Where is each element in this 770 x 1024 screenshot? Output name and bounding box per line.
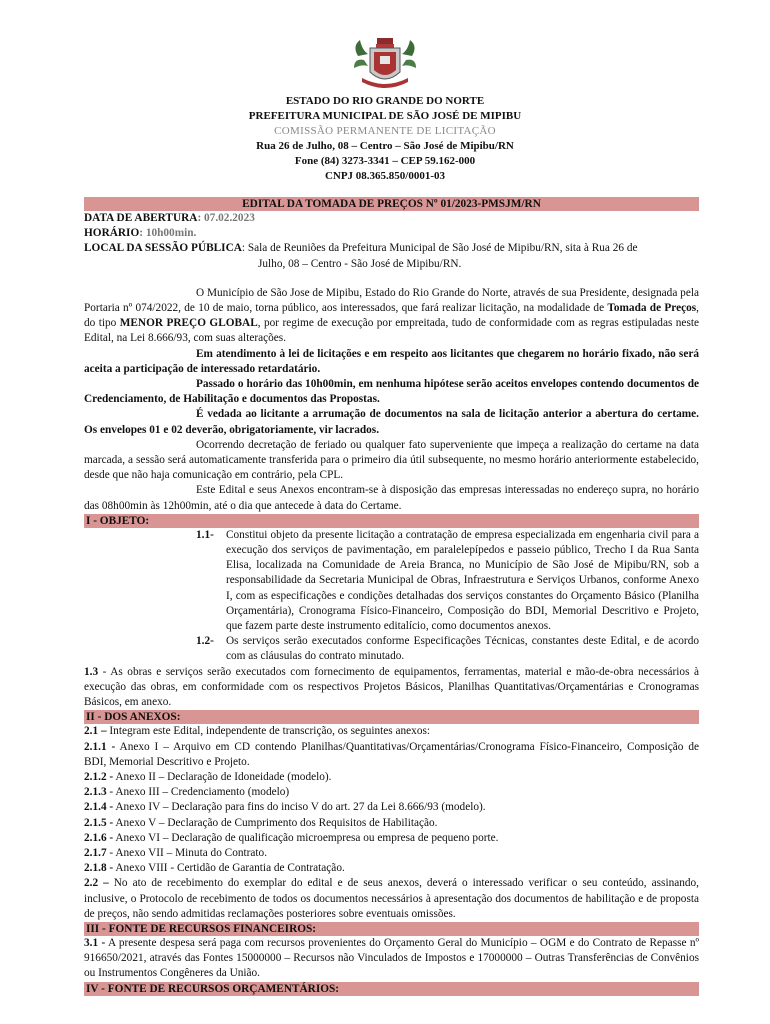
anexo-2-1-2: 2.1.2 - Anexo II – Declaração de Idoneidade (modelo). [84,770,332,783]
notice-retardatario: Em atendimento à lei de licitações e em respeito aos licitantes que chegarem no horário fixado, não será aceita a participação de interessado retardatário. [84,347,699,375]
item-1-3: 1.3 - As obras e serviços serão executados com fornecimento de equipamentos, ferramentas, material e mão-de-obra necessários à execução das obras, em conformidade com os respectivos Projetos Básicos, Planilhas Quantitativas/Orçamentárias e Cronogramas Básicos, em anexo. [84,665,699,709]
item-1-1: 1.1- Constitui objeto da presente licitação a contratação de empresa especializada em engenharia civil para a execução dos serviços de pavimentação, em paralelepípedos e passeio público, Trecho I da Rua Santa Elisa, localizada na Comunidade de Areia Branca, no Município de São José de Mipibu/RN, sob a responsabilidade da Secretaria Municipal de Obras, Infraestrutura e Serviços Urbanos, conforme Anexo I, com as especificações e condições detalhadas dos serviços constantes do Orçamento Básico (Planilha Orçamentária), Cronograma Físico-Financeiro, Composição do BDI, Memorial Descritivo e Projeto, que fazem parte deste instrumento editalício, como documentos anexos. [196,528,699,633]
section-anexos: II - DOS ANEXOS: [84,710,699,724]
local-value-2: Julho, 08 – Centro - São José de Mipibu/RN. [258,257,462,270]
anexo-2-1-7: 2.1.7 - Anexo VII – Minuta do Contrato. [84,846,268,859]
item-1-2: 1.2- Os serviços serão executados conforme Especificações Técnicas, constantes deste Edital, e de acordo com as cláusulas do contrato minutado. [196,635,699,663]
anexo-2-1-6: 2.1.6 - Anexo VI – Declaração de qualificação microempresa ou empresa de pequeno porte. [84,831,499,844]
anexo-2-1-1: 2.1.1 - Anexo I – Arquivo em CD contendo Planilhas/Quantitativas/Orçamentárias/Cronograma Físico-Financeiro, Composição de BDI, Memorial Descritivo e Projeto. [84,740,699,768]
horario-value: : 10h00min. [139,227,197,240]
abertura-value: : 07.02.2023 [197,212,255,224]
section-recursos-orcamentarios: IV - FONTE DE RECURSOS ORÇAMENTÁRIOS: [84,982,699,996]
header-address: Rua 26 de Julho, 08 – Centro – São José de Mipibu/RN [256,140,514,152]
section-objeto: I - OBJETO: [84,514,699,528]
header-phone: Fone (84) 3273-3341 – CEP 59.162-000 [294,155,476,167]
anexo-2-1-8: 2.1.8 - Anexo VIII - Certidão de Garantia de Contratação. [84,862,345,875]
paragraph-anexos-disposicao: Este Edital e seus Anexos encontram-se à disposição das empresas interessadas no endereço supra, no horário das 08h00min às 12h00min, até o dia que antecede à data do Certame. [84,484,699,512]
header-prefeitura: PREFEITURA MUNICIPAL DE SÃO JOSÉ DE MIPIBU [248,110,522,122]
item-2-2: 2.2 – No ato de recebimento do exemplar do edital e de seus anexos, deverá o interessado verificar o seu conteúdo, assinando, inclusive, o Protocolo de recebimento de todos os documentos necessários à apresentação dos documentos de habilitação e de proposta de preços, não sendo admitidas reclamações posteriores sobre eventuais omissões. [84,877,700,920]
intro-paragraph: O Município de São Jose de Mipibu, Estado do Rio Grande do Norte, através de sua Presidente, designada pela Portaria nº 074/2022, de 10 de maio, torna público, aos interessados, que fará realizar licitação, na modalidade de Tomada de Preços, do tipo MENOR PREÇO GLOBAL, por regime de execução por empreitada, tudo de conformidade com as regras estipuladas neste Edital, na Lei 8.666/93, com suas alterações. [84,286,699,345]
edital-title: EDITAL DA TOMADA DE PREÇOS Nº 01/2023-PMSJM/RN [84,197,699,211]
data-abertura [84,211,699,226]
horario [84,226,699,241]
item-3-1: 3.1 - A presente despesa será paga com recursos provenientes do Orçamento Geral do Município – OGM e do Contrato de Repasse nº 916650/2021, através das Fontes 15000000 – Recursos não Vinculados de Impostos e 17000000 – Outras Transferências de Convênios ou Instrumentos Congêneres da União. [84,936,699,980]
document-body [84,197,699,996]
local-label: LOCAL DA SESSÃO PÚBLICA [84,242,242,255]
letterhead [0,94,770,184]
local-value: : Sala de Reuniões da Prefeitura Municipal de São José de Mipibu/RN, sita à Rua 26 de [241,242,638,255]
header-commission: COMISSÃO PERMANENTE DE LICITAÇÃO [274,125,496,137]
paragraph-feriado: Ocorrendo decretação de feriado ou qualquer fato superveniente que impeça a realização do certame na data marcada, a sessão será automaticamente transferida para o primeiro dia útil subsequente, no mesmo horário anteriormente estabelecido, desde que não haja comunicação em contrário, pela CPL. [84,438,699,482]
anexo-2-1-5: 2.1.5 - Anexo V – Declaração de Cumprimento dos Requisitos de Habilitação. [84,816,438,829]
abertura-label: DATA DE ABERTURA [84,212,198,224]
horario-label: HORÁRIO [84,227,140,240]
local-sessao [84,241,699,256]
anexo-2-1-3: 2.1.3 - Anexo III – Credenciamento (modelo) [84,786,290,799]
section-recursos-financeiros: III - FONTE DE RECURSOS FINANCEIROS: [84,922,699,936]
item-2-1: 2.1 – Integram este Edital, independente de transcrição, os seguintes anexos: [84,725,431,738]
header-cnpj: CNPJ 08.365.850/0001-03 [324,170,446,182]
notice-horario: Passado o horário das 10h00min, em nenhuma hipótese serão aceitos envelopes contendo documentos de Credenciamento, de Habilitação e documentos das Propostas. [84,378,699,406]
header-state: ESTADO DO RIO GRANDE DO NORTE [285,95,485,107]
notice-vedada: É vedada ao licitante a arrumação de documentos na sala de licitação anterior a abertura do certame. Os envelopes 01 e 02 deverão, obrigatoriamente, vir lacrados. [84,408,699,436]
anexo-2-1-4: 2.1.4 - Anexo IV – Declaração para fins do inciso V do art. 27 da Lei 8.666/93 (modelo). [84,801,486,814]
municipal-coat-of-arms-icon [350,34,420,94]
